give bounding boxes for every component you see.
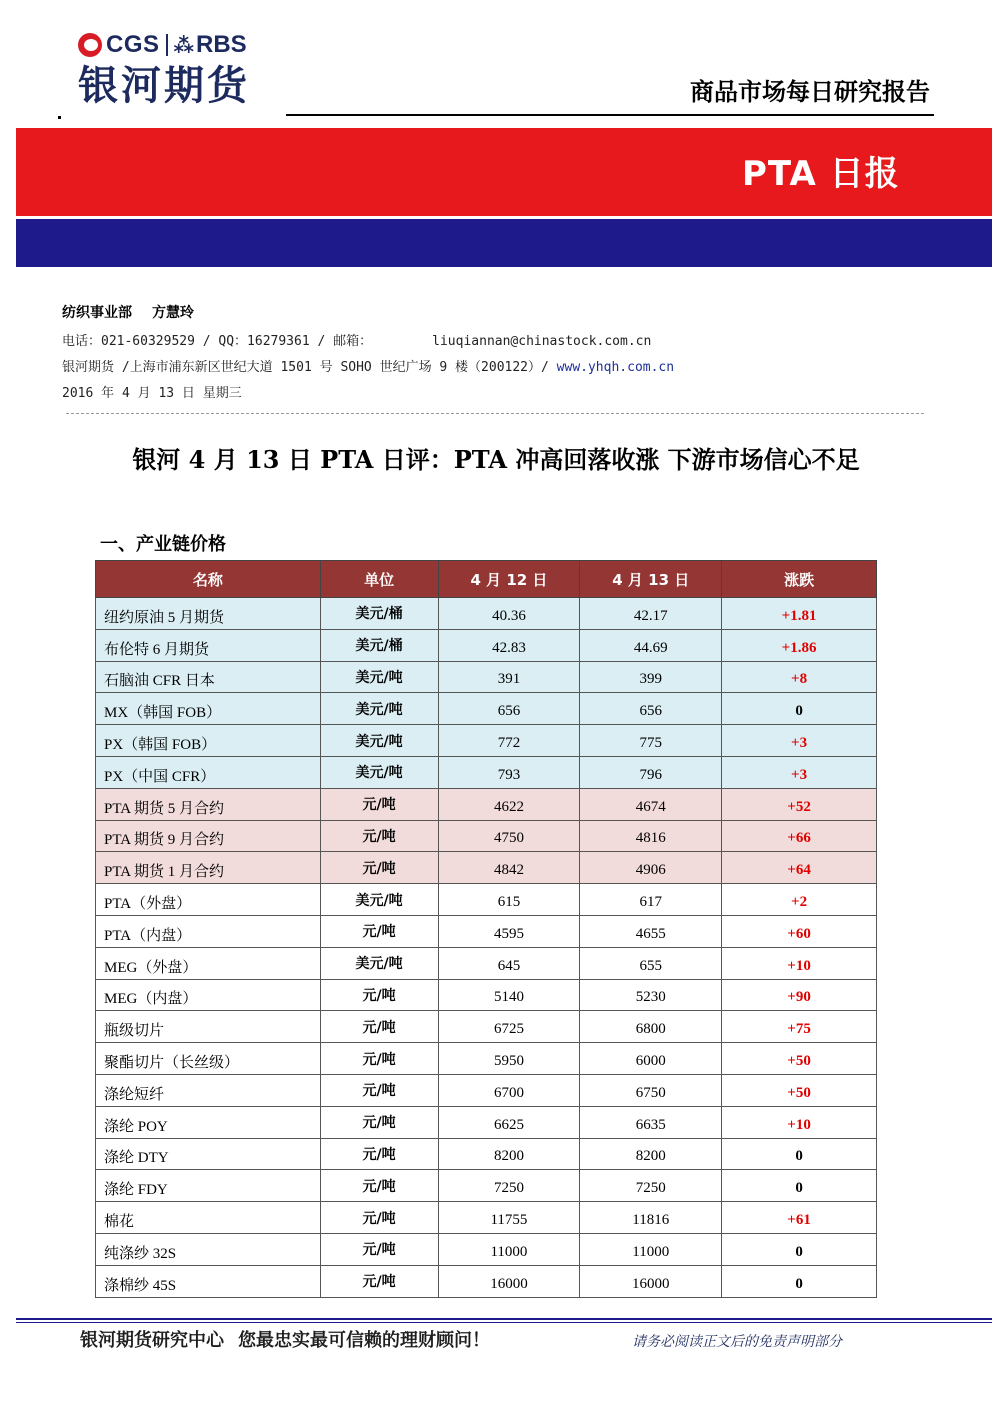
table-row bbox=[96, 820, 877, 852]
cell-name: PTA（内盘） bbox=[96, 915, 321, 947]
logo-cgs-text: CGS bbox=[106, 31, 160, 58]
cell-change: +8 bbox=[722, 661, 877, 693]
cell-name: 布伦特 6 月期货 bbox=[96, 629, 321, 661]
cell-price-apr13: 775 bbox=[580, 725, 722, 757]
cell-unit: 元/吨 bbox=[320, 820, 438, 852]
cell-name: 涤纶短纤 bbox=[96, 1074, 321, 1106]
cell-change: 0 bbox=[722, 1233, 877, 1265]
author-department: 纺织事业部 bbox=[62, 305, 132, 321]
cell-price-apr13: 5230 bbox=[580, 979, 722, 1011]
cell-name: MEG（外盘） bbox=[96, 947, 321, 979]
address-line bbox=[62, 356, 674, 375]
cell-change: +61 bbox=[722, 1202, 877, 1234]
table-row bbox=[96, 1011, 877, 1043]
cell-unit: 元/吨 bbox=[320, 915, 438, 947]
cell-name: 瓶级切片 bbox=[96, 1011, 321, 1043]
cell-price-apr13: 656 bbox=[580, 693, 722, 725]
cell-price-apr13: 399 bbox=[580, 661, 722, 693]
cell-price-apr13: 4655 bbox=[580, 915, 722, 947]
cell-price-apr12: 6725 bbox=[438, 1011, 580, 1043]
cell-unit: 美元/吨 bbox=[320, 725, 438, 757]
cell-price-apr12: 4595 bbox=[438, 915, 580, 947]
column-header-name: 名称 bbox=[96, 561, 321, 598]
cell-change: +66 bbox=[722, 820, 877, 852]
cell-price-apr12: 793 bbox=[438, 756, 580, 788]
cell-price-apr12: 4842 bbox=[438, 852, 580, 884]
cell-name: 涤纶 FDY bbox=[96, 1170, 321, 1202]
cell-price-apr12: 4622 bbox=[438, 788, 580, 820]
cell-change: +10 bbox=[722, 1106, 877, 1138]
column-header-date2: 4 月 13 日 bbox=[580, 561, 722, 598]
table-row bbox=[96, 915, 877, 947]
cell-unit: 元/吨 bbox=[320, 1138, 438, 1170]
cell-price-apr12: 11755 bbox=[438, 1202, 580, 1234]
cell-price-apr12: 4750 bbox=[438, 820, 580, 852]
website-link[interactable]: www.yhqh.com.cn bbox=[556, 360, 675, 375]
cgs-swirl-icon bbox=[78, 33, 102, 57]
cell-unit: 元/吨 bbox=[320, 1011, 438, 1043]
table-row bbox=[96, 979, 877, 1011]
cell-change: +90 bbox=[722, 979, 877, 1011]
cell-price-apr13: 16000 bbox=[580, 1265, 722, 1297]
cell-name: MX（韩国 FOB） bbox=[96, 693, 321, 725]
cell-price-apr13: 655 bbox=[580, 947, 722, 979]
table-row bbox=[96, 1138, 877, 1170]
cell-unit: 元/吨 bbox=[320, 1106, 438, 1138]
cell-change: 0 bbox=[722, 1265, 877, 1297]
cell-unit: 元/吨 bbox=[320, 1074, 438, 1106]
rbs-mark-icon: ⁂ bbox=[173, 33, 194, 57]
cell-change: 0 bbox=[722, 1170, 877, 1202]
cell-price-apr12: 6700 bbox=[438, 1074, 580, 1106]
email-address[interactable]: liuqiannan@chinastock.com.cn bbox=[432, 334, 652, 349]
cell-price-apr13: 44.69 bbox=[580, 629, 722, 661]
cell-price-apr12: 656 bbox=[438, 693, 580, 725]
cell-unit: 元/吨 bbox=[320, 1202, 438, 1234]
cell-unit: 美元/吨 bbox=[320, 693, 438, 725]
cell-unit: 美元/吨 bbox=[320, 661, 438, 693]
cell-price-apr12: 42.83 bbox=[438, 629, 580, 661]
cell-name: 纯涤纱 32S bbox=[96, 1233, 321, 1265]
cell-name: 涤纶 DTY bbox=[96, 1138, 321, 1170]
footer-rule-thin bbox=[16, 1322, 992, 1323]
cell-change: 0 bbox=[722, 693, 877, 725]
cell-unit: 美元/吨 bbox=[320, 884, 438, 916]
column-header-unit: 单位 bbox=[320, 561, 438, 598]
table-row bbox=[96, 693, 877, 725]
cell-unit: 元/吨 bbox=[320, 1233, 438, 1265]
footer-slogan: 您最忠实最可信赖的理财顾问！ bbox=[238, 1330, 490, 1351]
table-row bbox=[96, 1043, 877, 1075]
table-row bbox=[96, 629, 877, 661]
price-table bbox=[95, 560, 877, 1298]
author-line bbox=[62, 302, 214, 322]
cell-price-apr13: 11816 bbox=[580, 1202, 722, 1234]
cell-name: PTA 期货 5 月合约 bbox=[96, 788, 321, 820]
author-name: 方慧玲 bbox=[152, 305, 194, 321]
cell-unit: 美元/吨 bbox=[320, 947, 438, 979]
cell-price-apr12: 5950 bbox=[438, 1043, 580, 1075]
table-row bbox=[96, 852, 877, 884]
header-dot bbox=[58, 116, 61, 119]
cell-price-apr12: 645 bbox=[438, 947, 580, 979]
cell-price-apr12: 6625 bbox=[438, 1106, 580, 1138]
cell-change: +1.86 bbox=[722, 629, 877, 661]
table-row bbox=[96, 598, 877, 630]
cell-unit: 美元/桶 bbox=[320, 629, 438, 661]
cell-unit: 元/吨 bbox=[320, 1043, 438, 1075]
cell-name: MEG（内盘） bbox=[96, 979, 321, 1011]
cell-price-apr12: 40.36 bbox=[438, 598, 580, 630]
contact-line bbox=[62, 330, 651, 349]
cell-price-apr13: 42.17 bbox=[580, 598, 722, 630]
header-divider bbox=[286, 114, 934, 116]
cell-name: PX（韩国 FOB） bbox=[96, 725, 321, 757]
cell-unit: 元/吨 bbox=[320, 1265, 438, 1297]
company-logo bbox=[78, 30, 278, 110]
cell-name: PX（中国 CFR） bbox=[96, 756, 321, 788]
cell-change: +50 bbox=[722, 1043, 877, 1075]
cell-unit: 元/吨 bbox=[320, 979, 438, 1011]
logo-chinese-name: 银河期货 bbox=[78, 63, 250, 109]
footer-disclaimer: 请务必阅读正文后的免责声明部分 bbox=[632, 1334, 842, 1350]
cell-name: 棉花 bbox=[96, 1202, 321, 1234]
cell-price-apr12: 772 bbox=[438, 725, 580, 757]
cell-price-apr12: 5140 bbox=[438, 979, 580, 1011]
cell-unit: 元/吨 bbox=[320, 788, 438, 820]
cell-unit: 元/吨 bbox=[320, 1170, 438, 1202]
banner-title: PTA 日报 bbox=[742, 154, 900, 194]
banner-blue-band bbox=[16, 219, 992, 267]
cell-price-apr12: 8200 bbox=[438, 1138, 580, 1170]
dashed-divider bbox=[66, 413, 924, 414]
cell-price-apr13: 11000 bbox=[580, 1233, 722, 1265]
logo-rbs-text: RBS bbox=[195, 31, 247, 58]
cell-price-apr12: 7250 bbox=[438, 1170, 580, 1202]
table-body bbox=[96, 598, 877, 1298]
cell-name: 石脑油 CFR 日本 bbox=[96, 661, 321, 693]
cell-change: +2 bbox=[722, 884, 877, 916]
cell-name: PTA 期货 1 月合约 bbox=[96, 852, 321, 884]
cell-change: +1.81 bbox=[722, 598, 877, 630]
cell-price-apr13: 796 bbox=[580, 756, 722, 788]
cell-change: 0 bbox=[722, 1138, 877, 1170]
cell-name: 涤纶 POY bbox=[96, 1106, 321, 1138]
cell-change: +50 bbox=[722, 1074, 877, 1106]
cell-name: 涤棉纱 45S bbox=[96, 1265, 321, 1297]
table-row bbox=[96, 725, 877, 757]
cell-change: +75 bbox=[722, 1011, 877, 1043]
cell-price-apr12: 391 bbox=[438, 661, 580, 693]
logo-separator bbox=[166, 34, 168, 56]
cell-price-apr13: 6000 bbox=[580, 1043, 722, 1075]
table-row bbox=[96, 1074, 877, 1106]
cell-unit: 美元/吨 bbox=[320, 756, 438, 788]
table-row bbox=[96, 884, 877, 916]
table-header-row bbox=[96, 561, 877, 598]
cell-name: PTA（外盘） bbox=[96, 884, 321, 916]
footer-slogan-line bbox=[80, 1326, 490, 1352]
cell-change: +64 bbox=[722, 852, 877, 884]
cell-name: PTA 期货 9 月合约 bbox=[96, 820, 321, 852]
table-row bbox=[96, 661, 877, 693]
address-text: 银河期货 /上海市浦东新区世纪大道 1501 号 SOHO 世纪广场 9 楼（200122）/ bbox=[62, 360, 557, 375]
section-title: 一、产业链价格 bbox=[100, 534, 226, 555]
table-row bbox=[96, 788, 877, 820]
cell-unit: 美元/桶 bbox=[320, 598, 438, 630]
cell-price-apr13: 6635 bbox=[580, 1106, 722, 1138]
table-row bbox=[96, 1233, 877, 1265]
cell-change: +52 bbox=[722, 788, 877, 820]
cell-unit: 元/吨 bbox=[320, 852, 438, 884]
cell-price-apr13: 4906 bbox=[580, 852, 722, 884]
footer-org: 银河期货研究中心 bbox=[80, 1330, 224, 1351]
cell-price-apr13: 6800 bbox=[580, 1011, 722, 1043]
cell-name: 纽约原油 5 月期货 bbox=[96, 598, 321, 630]
footer-rule-thick bbox=[16, 1318, 992, 1320]
cell-change: +3 bbox=[722, 756, 877, 788]
cell-price-apr12: 11000 bbox=[438, 1233, 580, 1265]
cell-price-apr13: 4816 bbox=[580, 820, 722, 852]
contact-info: 电话：021-60329529 / QQ：16279361 / 邮箱： bbox=[62, 334, 373, 349]
table-row bbox=[96, 1170, 877, 1202]
cell-price-apr13: 6750 bbox=[580, 1074, 722, 1106]
cell-name: 聚酯切片（长丝级） bbox=[96, 1043, 321, 1075]
column-header-change: 涨跌 bbox=[722, 561, 877, 598]
cell-price-apr12: 16000 bbox=[438, 1265, 580, 1297]
cell-price-apr13: 4674 bbox=[580, 788, 722, 820]
cell-change: +3 bbox=[722, 725, 877, 757]
report-date: 2016 年 4 月 13 日 星期三 bbox=[62, 386, 242, 401]
cell-price-apr13: 617 bbox=[580, 884, 722, 916]
table-row bbox=[96, 1106, 877, 1138]
table-row bbox=[96, 1265, 877, 1297]
column-header-date1: 4 月 12 日 bbox=[438, 561, 580, 598]
table-row bbox=[96, 756, 877, 788]
table-row bbox=[96, 947, 877, 979]
cell-change: +10 bbox=[722, 947, 877, 979]
table-row bbox=[96, 1202, 877, 1234]
cell-price-apr13: 7250 bbox=[580, 1170, 722, 1202]
cell-price-apr12: 615 bbox=[438, 884, 580, 916]
cell-change: +60 bbox=[722, 915, 877, 947]
cell-price-apr13: 8200 bbox=[580, 1138, 722, 1170]
report-series-title: 商品市场每日研究报告 bbox=[690, 78, 930, 106]
report-headline: 银河 4 月 13 日 PTA 日评：PTA 冲高回落收涨 下游市场信心不足 bbox=[132, 445, 860, 474]
